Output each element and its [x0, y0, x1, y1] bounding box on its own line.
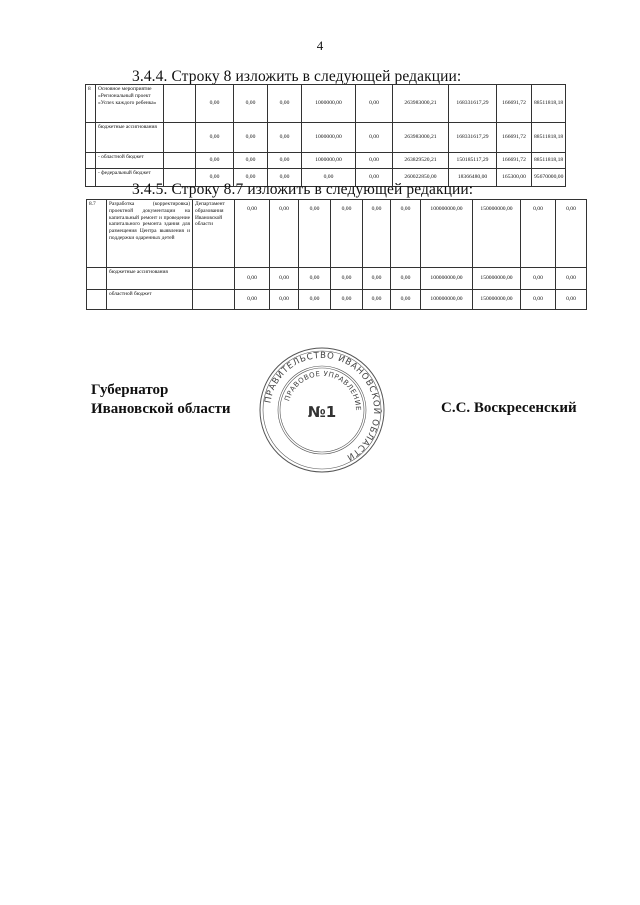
description-cell: областной бюджет [107, 290, 193, 310]
amount-cell: 260022850,00 [393, 169, 449, 187]
amount-cell: 0,00 [556, 200, 587, 268]
amount-cell: 150185117,29 [449, 153, 497, 169]
amount-cell: 1000000,00 [302, 123, 356, 153]
amount-cell: 168331617,29 [449, 123, 497, 153]
description-cell: Разработка (корректировка) проектной документации на капитальный ремонт и проведение капитального ремонта здания для размещения Центра выявления и поддержки одаренных детей [107, 200, 193, 268]
executor-cell: Департамент образования Ивановской области [193, 200, 235, 268]
amount-cell: 0,00 [196, 85, 234, 123]
amount-cell: 0,00 [521, 290, 556, 310]
description-cell: - областной бюджет [96, 153, 164, 169]
amount-cell: 150000000,00 [473, 200, 521, 268]
amount-cell: 88511818,18 [532, 153, 566, 169]
signature-position [91, 381, 231, 419]
executor-cell [164, 123, 196, 153]
amount-cell: 1000000,00 [302, 85, 356, 123]
amount-cell: 0,00 [196, 123, 234, 153]
amount-cell: 18366480,00 [449, 169, 497, 187]
amount-cell: 0,00 [391, 200, 421, 268]
amount-cell: 0,00 [391, 290, 421, 310]
row-number-cell [87, 268, 107, 290]
executor-cell [164, 153, 196, 169]
amount-cell: 0,00 [363, 268, 391, 290]
row-number-cell [86, 153, 96, 169]
table-row [87, 268, 587, 290]
row-number-cell [86, 169, 96, 187]
svg-text:№1: №1 [307, 403, 337, 421]
amount-cell: 0,00 [556, 268, 587, 290]
amount-cell: 263983000,21 [393, 123, 449, 153]
amount-cell: 0,00 [331, 268, 363, 290]
page-number: 4 [316, 38, 324, 53]
official-seal [257, 345, 387, 475]
budget-table-row-8 [85, 84, 566, 187]
amount-cell: 0,00 [363, 290, 391, 310]
amount-cell: 0,00 [299, 290, 331, 310]
row-number-cell: 8.7 [87, 200, 107, 268]
amount-cell: 166691,72 [497, 123, 532, 153]
row-number-cell [86, 123, 96, 153]
amount-cell: 100000000,00 [421, 268, 473, 290]
amount-cell: 0,00 [235, 290, 270, 310]
amount-cell: 150000000,00 [473, 268, 521, 290]
amount-cell: 0,00 [356, 123, 393, 153]
table-row [86, 153, 566, 169]
amount-cell: 0,00 [235, 200, 270, 268]
row-number-cell: 8 [86, 85, 96, 123]
table-row [87, 290, 587, 310]
amount-cell: 0,00 [270, 200, 299, 268]
executor-cell [193, 290, 235, 310]
table-row [86, 123, 566, 153]
amount-cell: 0,00 [234, 123, 268, 153]
amount-cell: 0,00 [268, 169, 302, 187]
row-number-cell [87, 290, 107, 310]
amount-cell: 0,00 [234, 85, 268, 123]
amount-cell: 263983000,21 [393, 85, 449, 123]
amount-cell: 0,00 [363, 200, 391, 268]
amount-cell: 0,00 [556, 290, 587, 310]
amount-cell: 168331617,29 [449, 85, 497, 123]
amount-cell: 0,00 [521, 200, 556, 268]
amount-cell: 88511818,18 [532, 123, 566, 153]
amount-cell: 166691,72 [497, 153, 532, 169]
amount-cell: 0,00 [270, 290, 299, 310]
amount-cell: 1000000,00 [302, 153, 356, 169]
amount-cell: 0,00 [356, 153, 393, 169]
amount-cell: 263829520,21 [393, 153, 449, 169]
amount-cell: 88511818,18 [532, 85, 566, 123]
description-cell: Основное мероприятие «Региональный проект «Успех каждого ребенка» [96, 85, 164, 123]
table-row [86, 85, 566, 123]
amount-cell: 0,00 [299, 200, 331, 268]
amount-cell: 0,00 [268, 85, 302, 123]
executor-cell [164, 85, 196, 123]
executor-cell [193, 268, 235, 290]
amount-cell: 0,00 [299, 268, 331, 290]
amount-cell: 150000000,00 [473, 290, 521, 310]
amount-cell: 0,00 [196, 169, 234, 187]
table-row [87, 200, 587, 268]
amount-cell: 0,00 [521, 268, 556, 290]
description-cell: - федеральный бюджет [96, 169, 164, 187]
amount-cell: 0,00 [331, 290, 363, 310]
amount-cell: 0,00 [302, 169, 356, 187]
amount-cell: 165300,00 [497, 169, 532, 187]
amount-cell: 0,00 [196, 153, 234, 169]
budget-table-row-8-7 [86, 199, 587, 310]
signature-name: С.С. Воскресенский [441, 400, 577, 416]
section-heading-3-4-5: 3.4.5. Строку 8.7 изложить в следующей редакции: [132, 181, 474, 198]
amount-cell: 0,00 [331, 200, 363, 268]
amount-cell: 0,00 [234, 153, 268, 169]
amount-cell: 0,00 [356, 169, 393, 187]
amount-cell: 0,00 [270, 268, 299, 290]
section-heading-3-4-4: 3.4.4. Строку 8 изложить в следующей редакции: [132, 68, 462, 85]
amount-cell: 0,00 [234, 169, 268, 187]
amount-cell: 95670000,00 [532, 169, 566, 187]
amount-cell: 100000000,00 [421, 200, 473, 268]
amount-cell: 0,00 [391, 268, 421, 290]
signature-title-line-2: Ивановской области [91, 401, 231, 417]
amount-cell: 100000000,00 [421, 290, 473, 310]
amount-cell: 0,00 [235, 268, 270, 290]
svg-text:ПРАВОВОЕ УПРАВЛЕНИЕ: ПРАВОВОЕ УПРАВЛЕНИЕ [283, 369, 363, 412]
amount-cell: 0,00 [268, 153, 302, 169]
signature-title-line-1: Губернатор [91, 382, 169, 398]
description-cell: бюджетные ассигнования [96, 123, 164, 153]
description-cell: бюджетные ассигнования [107, 268, 193, 290]
amount-cell: 0,00 [356, 85, 393, 123]
amount-cell: 166691,72 [497, 85, 532, 123]
amount-cell: 0,00 [268, 123, 302, 153]
svg-text:ПРАВИТЕЛЬСТВО ИВАНОВСКОЙ ОБЛАС: ПРАВИТЕЛЬСТВО ИВАНОВСКОЙ ОБЛАСТИ [263, 350, 382, 463]
